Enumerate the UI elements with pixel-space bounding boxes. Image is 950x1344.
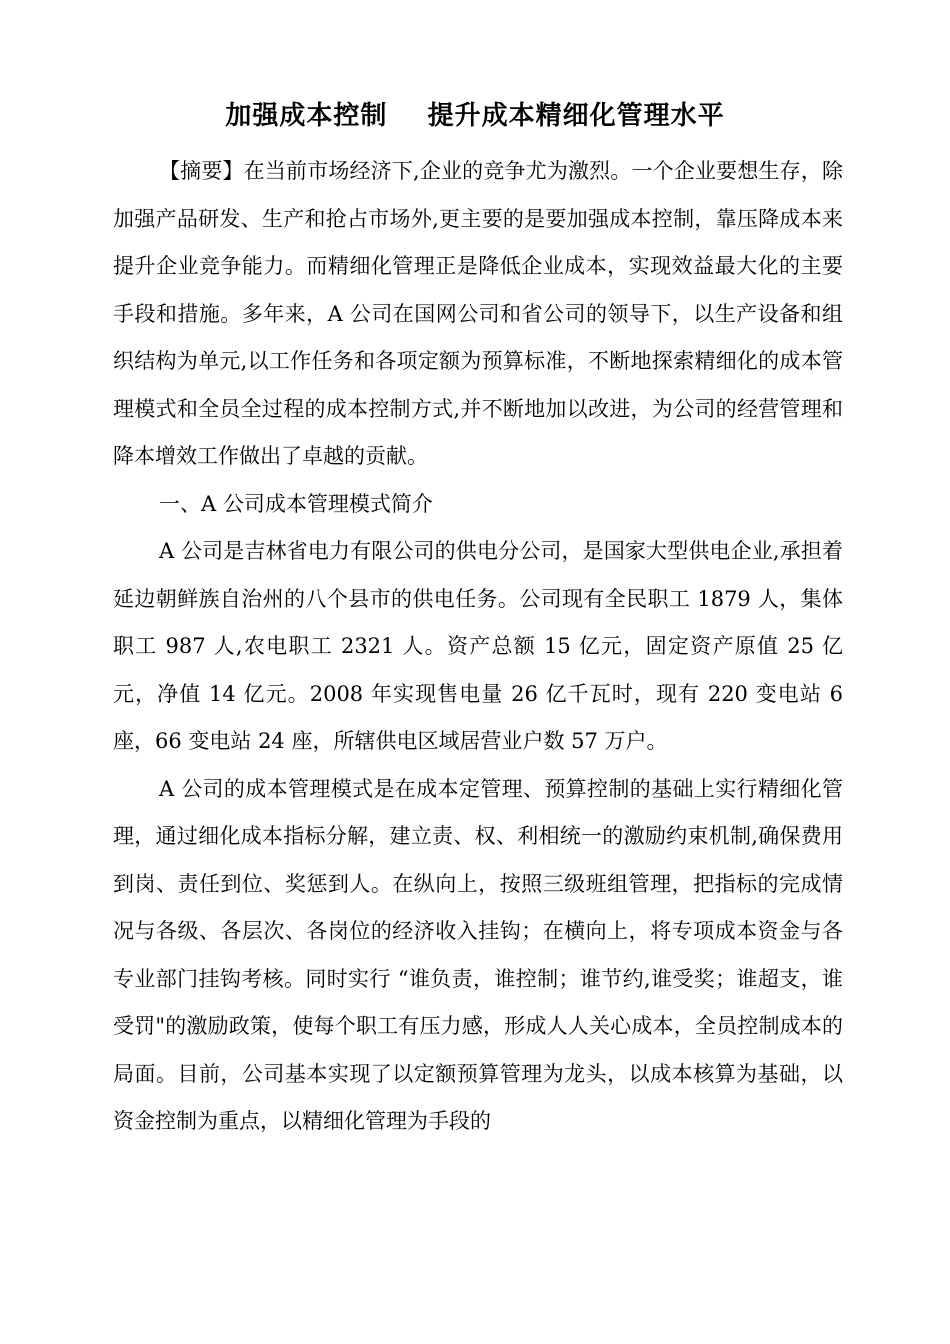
document-title: 加强成本控制 提升成本精细化管理水平 xyxy=(225,101,725,131)
document-body xyxy=(113,148,843,1146)
section-heading: 一、A 公司成本管理模式简介 xyxy=(159,491,433,516)
body-paragraph: A 公司的成本管理模式是在成本定管理、预算控制的基础上实行精细化管理，通过细化成本指标分解，建立责、权、利相统一的激励约束机制,确保费用到岗、责任到位、奖惩到人。在纵向上，按照三级班组管理，把指标的完成情况与各级、各层次、各岗位的经济收入挂钩；在横向上，将专项成本资金与各专业部门挂钩考核。同时实行 “谁负责，谁控制；谁节约,谁受奖；谁超支，谁受罚"的激励政策，使每个职工有压力感，形成人人关心成本，全员控制成本的局面。目前，公司基本实现了以定额预算管理为龙头，以成本核算为基础，以资金控制为重点，以精细化管理为手段的 xyxy=(113,776,843,1133)
abstract-paragraph: 【摘要】在当前市场经济下,企业的竞争尤为激烈。一个企业要想生存，除加强产品研发、生产和抢占市场外,更主要的是要加强成本控制，靠压降成本来提升企业竞争能力。而精细化管理正是降低企业成本，实现效益最大化的主要手段和措施。多年来，A 公司在国网公司和省公司的领导下，以生产设备和组织结构为单元,以工作任务和各项定额为预算标准，不断地探索精细化的成本管理模式和全员全过程的成本控制方式,并不断地加以改进，为公司的经营管理和降本增效工作做出了卓越的贡献。 xyxy=(113,159,843,468)
body-paragraph: A 公司是吉林省电力有限公司的供电分公司，是国家大型供电企业,承担着延边朝鲜族自治州的八个县市的供电任务。公司现有全民职工 1879 人，集体职工 987 人,农电职工 2321 人。资产总额 15 亿元，固定资产原值 25 亿元，净值 14 亿元。2008 年实现售电量 26 亿千瓦时，现有 220 变电站 6 座，66 变电站 24 座，所辖供电区域居营业户数 57 万户。 xyxy=(113,539,843,753)
